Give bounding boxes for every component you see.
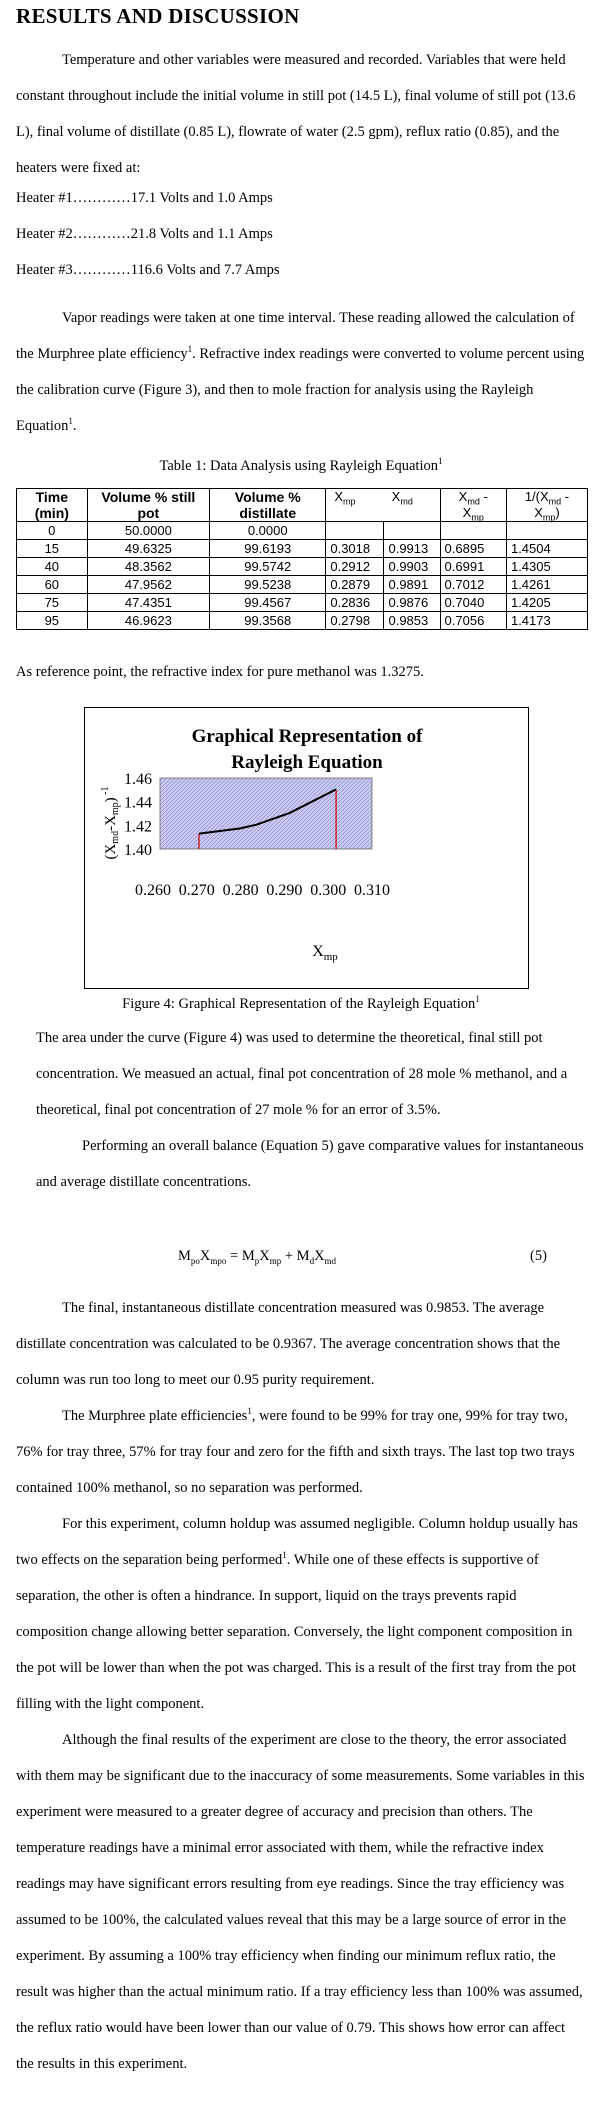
y-axis-label: $(X_{md}-X_{mp})$ $^{-1}$ bbox=[100, 786, 121, 860]
holdup-paragraph: For this experiment, column holdup was assumed negligible. Column holdup usually has two effects on the separation being performed$^1$. While one of these effects is supportive of separation, the other is often a hindrance. In support, liquid on the trays prevents rapid composition change allowing better separation. Conversely, the light component composition in the pot will be lower than when the pot was charged. This is a result of the first tray from the pot filling with the light component. bbox=[16, 1516, 578, 1712]
plot-area bbox=[160, 778, 372, 849]
table-cell: 0.0000 bbox=[210, 522, 326, 540]
table-cell: 48.3562 bbox=[87, 558, 210, 576]
x-tick-label: 0.270 bbox=[178, 882, 215, 899]
table-cell bbox=[506, 522, 587, 540]
heater-1-line: Heater #1…………17.1 Volts and 1.0 Amps bbox=[16, 190, 273, 206]
table-cell: 60 bbox=[17, 576, 88, 594]
table-cell: 0.6991 bbox=[440, 558, 506, 576]
table-cell: 0.7012 bbox=[440, 576, 506, 594]
table-cell: 1.4205 bbox=[506, 594, 587, 612]
table-cell: 99.5742 bbox=[210, 558, 326, 576]
x-tick-label: 0.290 bbox=[266, 882, 303, 899]
error-paragraph: Although the final results of the experiment are close to the theory, the error associated with them may be significant due to the inaccuracy of some measurements. Some variables in this experiment were measured to a greater degree of accuracy and precision than others. The temperature readings have a minimal error associated with them, while the refractive index readings may have significant errors resulting from eye readings. Since the tray efficiency was assumed to be 100%, the calculated values reveal that this may be a large source of error in the experiment. By assuming a 100% tray efficiency when finding our minimum reflux ratio, the result was higher than the actual minimum ratio. If a tray efficiency less than 100% was assumed, the reflux ratio would have been lower than our value of 0.79. This shows how error can affect the results in this experiment. bbox=[16, 1732, 585, 2072]
table-cell: 1.4173 bbox=[506, 612, 587, 630]
equation-5: $M_{po}X_{mpo} = M_pX_{mp} + M_dX_{md}$ bbox=[178, 1248, 337, 1266]
table-cell: 0.9891 bbox=[384, 576, 440, 594]
table-cell bbox=[440, 522, 506, 540]
heater-3-line: Heater #3…………116.6 Volts and 7.7 Amps bbox=[16, 262, 280, 278]
table-cell: 99.4567 bbox=[210, 594, 326, 612]
table-cell: 0.9853 bbox=[384, 612, 440, 630]
x-tick-label: 0.300 bbox=[310, 882, 347, 899]
table-row bbox=[17, 594, 588, 612]
table-cell: 47.4351 bbox=[87, 594, 210, 612]
table-row bbox=[17, 522, 588, 540]
table-row bbox=[17, 576, 588, 594]
x-axis-label: $X_{mp}$ bbox=[312, 943, 338, 963]
table-cell: 47.9562 bbox=[87, 576, 210, 594]
x-tick-label: 0.310 bbox=[354, 882, 390, 899]
table-cell: 0.2836 bbox=[326, 594, 384, 612]
table-cell: 50.0000 bbox=[87, 522, 210, 540]
table-cell: 0.9913 bbox=[384, 540, 440, 558]
table-cell: 46.9623 bbox=[87, 612, 210, 630]
y-tick-label: 1.40 bbox=[124, 842, 152, 859]
chart-figure bbox=[84, 707, 529, 989]
efficiency-paragraph: The Murphree plate efficiencies$^1$, were found to be 99% for tray one, 99% for tray two, 76% for tray three, 57% for tray four and zero for the fifth and sixth trays. The last top two trays contained 100% methanol, so no separation was performed. bbox=[16, 1406, 575, 1496]
col-diff: $X_{md}$ - $X_{mp}$ bbox=[440, 489, 506, 522]
y-tick-label: 1.46 bbox=[124, 771, 152, 788]
table-cell: 95 bbox=[17, 612, 88, 630]
intro-paragraph: Temperature and other variables were measured and recorded. Variables that were held constant throughout include the initial volume in still pot (14.5 L), final volume of still pot (13.6 L), final volume of distillate (0.85 L), flowrate of water (2.5 gpm), reflux ratio (0.85), and the heaters were fixed at: bbox=[16, 52, 576, 176]
table-cell: 0.2912 bbox=[326, 558, 384, 576]
citation-ref: 1 bbox=[68, 416, 73, 427]
table-row bbox=[17, 540, 588, 558]
citation-ref: 1 bbox=[187, 344, 193, 355]
table-cell: 75 bbox=[17, 594, 88, 612]
table-cell: 0.7040 bbox=[440, 594, 506, 612]
table-cell: 0.2879 bbox=[326, 576, 384, 594]
table-row bbox=[17, 558, 588, 576]
table-cell: 0.2798 bbox=[326, 612, 384, 630]
table-row bbox=[17, 612, 588, 630]
table-cell: 0.9903 bbox=[384, 558, 440, 576]
table-cell bbox=[326, 522, 384, 540]
table-cell: 40 bbox=[17, 558, 88, 576]
table-cell: 99.5238 bbox=[210, 576, 326, 594]
table-header-row bbox=[17, 489, 588, 522]
equation-number: (5) bbox=[530, 1248, 547, 1264]
col-time: Time (min) bbox=[17, 489, 88, 522]
area-paragraph: The area under the curve (Figure 4) was used to determine the theoretical, final still pot concentration. We measued an actual, final pot concentration of 28 mole % methanol, and a theoretical, final pot concentration of 27 mole % for an error of 3.5%. bbox=[36, 1030, 568, 1118]
col-vol-still-pot: Volume % still pot bbox=[87, 489, 210, 522]
table-cell: 0.6895 bbox=[440, 540, 506, 558]
table-cell: 1.4504 bbox=[506, 540, 587, 558]
table-cell bbox=[384, 522, 440, 540]
vapor-paragraph: Vapor readings were taken at one time interval. These reading allowed the calculation of the Murphree plate efficiency$^1$. Refractive index readings were converted to volume percent using the calibration curve (Figure 3), and then to mole fraction for analysis using the Rayleigh Equation$^1$. bbox=[16, 310, 585, 434]
col-xmp-xmd: $X_{mp}$ $X_{md}$ bbox=[326, 489, 440, 522]
section-heading: RESULTS AND DISCUSSION bbox=[16, 4, 300, 28]
table-cell: 0.3018 bbox=[326, 540, 384, 558]
table-cell: 49.6325 bbox=[87, 540, 210, 558]
figure-caption: Figure 4: Graphical Representation of the Rayleigh Equation$^1$ bbox=[122, 994, 480, 1012]
table-cell: 99.6193 bbox=[210, 540, 326, 558]
col-vol-distillate: Volume % distillate bbox=[210, 489, 326, 522]
col-inverse: $1/(X_{md}$ - $X_{mp}$) bbox=[506, 489, 587, 522]
table-caption: Table 1: Data Analysis using Rayleigh Equation$^1$ bbox=[159, 456, 443, 474]
table-cell: 15 bbox=[17, 540, 88, 558]
table-cell: 0 bbox=[17, 522, 88, 540]
table-cell: 1.4305 bbox=[506, 558, 587, 576]
heater-2-line: Heater #2…………21.8 Volts and 1.1 Amps bbox=[16, 226, 273, 242]
data-table bbox=[16, 488, 588, 630]
rayleigh-chart bbox=[85, 708, 528, 988]
chart-title-line-2: Rayleigh Equation bbox=[231, 752, 383, 773]
table-cell: 0.9876 bbox=[384, 594, 440, 612]
x-tick-label: 0.260 bbox=[135, 882, 171, 899]
table-cell: 99.3568 bbox=[210, 612, 326, 630]
table-cell: 0.7056 bbox=[440, 612, 506, 630]
reference-note: As reference point, the refractive index for pure methanol was 1.3275. bbox=[16, 664, 424, 680]
distillate-paragraph: The final, instantaneous distillate concentration measured was 0.9853. The average distillate concentration was calculated to be 0.9367. The average concentration shows that the column was run too long to meet our 0.95 purity requirement. bbox=[16, 1300, 561, 1388]
x-tick-label: 0.280 bbox=[222, 882, 259, 899]
y-tick-label: 1.44 bbox=[124, 794, 152, 812]
y-tick-label: 1.42 bbox=[124, 818, 152, 836]
table-cell: 1.4261 bbox=[506, 576, 587, 594]
balance-paragraph: Performing an overall balance (Equation 5) gave comparative values for instantaneous and average distillate concentrations. bbox=[36, 1138, 584, 1190]
chart-title-line-1: Graphical Representation of bbox=[191, 726, 423, 747]
